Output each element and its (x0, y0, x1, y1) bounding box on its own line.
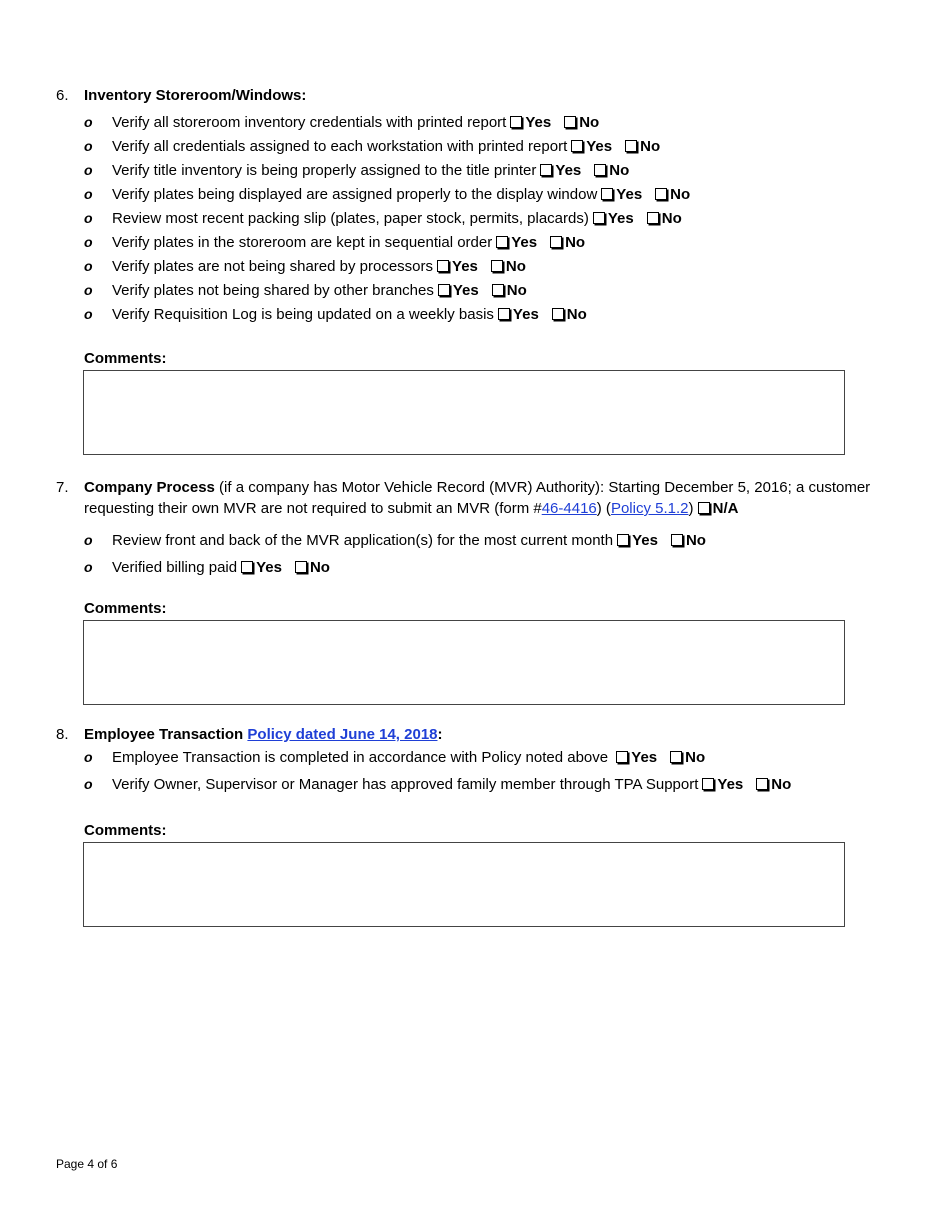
bullet: o (84, 138, 93, 154)
no-checkbox[interactable] (625, 140, 637, 152)
no-checkbox[interactable] (492, 284, 504, 296)
yes-checkbox[interactable] (498, 308, 510, 320)
policy-link[interactable]: Policy dated June 14, 2018 (247, 726, 438, 743)
list-item (84, 184, 690, 205)
page-number: Page 4 of 6 (56, 1157, 118, 1171)
item-text: Employee Transaction is completed in accordance with Policy noted above (112, 749, 613, 766)
no-label: No (771, 776, 792, 793)
yes-label: Yes (555, 162, 582, 179)
yes-label: Yes (607, 210, 634, 227)
yes-label: Yes (616, 186, 643, 203)
comments-textbox[interactable] (83, 620, 845, 705)
no-label: No (609, 162, 630, 179)
section-8-heading (84, 724, 904, 745)
yes-label: Yes (256, 559, 282, 576)
yes-checkbox[interactable] (571, 140, 583, 152)
comments-label: Comments: (84, 600, 167, 617)
list-item (84, 136, 660, 157)
bullet: o (84, 162, 93, 178)
yes-label: Yes (717, 776, 744, 793)
section-7-number: 7. (56, 479, 69, 496)
no-label: No (685, 749, 706, 766)
item-text: Verify plates are not being shared by processors (112, 258, 434, 275)
section-8-number: 8. (56, 726, 69, 743)
list-item (84, 747, 705, 768)
item-text: Verify all storeroom inventory credentials with printed report (112, 114, 507, 131)
list-item (84, 256, 526, 277)
list-item (84, 160, 629, 181)
yes-checkbox[interactable] (437, 260, 449, 272)
section-6-title: Inventory Storeroom/Windows: (84, 87, 307, 104)
no-checkbox[interactable] (295, 561, 307, 573)
comments-label: Comments: (84, 822, 167, 839)
list-item (84, 557, 330, 578)
form-link[interactable]: 46-4416 (541, 500, 597, 517)
yes-label: Yes (525, 114, 552, 131)
no-checkbox[interactable] (670, 751, 682, 763)
yes-label: Yes (511, 234, 538, 251)
no-checkbox[interactable] (550, 236, 562, 248)
no-label: No (640, 138, 661, 155)
comments-textbox[interactable] (83, 370, 845, 455)
item-text: Verified billing paid (112, 559, 238, 576)
list-item (84, 280, 527, 301)
no-checkbox[interactable] (671, 534, 683, 546)
title-end: : (437, 726, 443, 743)
yes-checkbox[interactable] (438, 284, 450, 296)
bullet: o (84, 776, 93, 792)
list-item (84, 774, 791, 795)
item-text: Review front and back of the MVR application(s) for the most current month (112, 532, 614, 549)
item-text: Review most recent packing slip (plates, paper stock, permits, placards) (112, 210, 589, 227)
bullet: o (84, 210, 93, 226)
bullet: o (84, 234, 93, 250)
item-text: Verify Requisition Log is being updated on a weekly basis (112, 306, 494, 323)
no-label: No (670, 186, 691, 203)
section-7-heading (84, 477, 904, 519)
comments-textbox[interactable] (83, 842, 845, 927)
no-label: No (309, 559, 330, 576)
bullet: o (84, 532, 93, 548)
item-text: Verify title inventory is being properly assigned to the title printer (112, 162, 537, 179)
yes-checkbox[interactable] (702, 778, 714, 790)
yes-checkbox[interactable] (593, 212, 605, 224)
list-item (84, 530, 706, 551)
na-checkbox[interactable] (698, 502, 710, 514)
section-7-title: Company Process (84, 479, 215, 496)
bullet: o (84, 282, 93, 298)
comments-label: Comments: (84, 350, 167, 367)
no-checkbox[interactable] (491, 260, 503, 272)
yes-checkbox[interactable] (616, 751, 628, 763)
no-checkbox[interactable] (647, 212, 659, 224)
section-8-title: Employee Transaction (84, 726, 244, 743)
item-text: Verify plates not being shared by other branches (112, 282, 434, 299)
item-text: Verify all credentials assigned to each workstation with printed report (112, 138, 568, 155)
yes-checkbox[interactable] (540, 164, 552, 176)
no-checkbox[interactable] (655, 188, 667, 200)
bullet: o (84, 749, 93, 765)
no-label: No (565, 234, 586, 251)
no-label: No (566, 306, 587, 323)
bullet: o (84, 186, 93, 202)
list-item (84, 232, 585, 253)
no-label: No (661, 210, 682, 227)
yes-label: Yes (452, 282, 479, 299)
yes-label: Yes (512, 306, 539, 323)
na-label: N/A (712, 500, 739, 517)
bullet: o (84, 114, 93, 130)
section-7-intro: (if a company has Motor Vehicle Record (MVR) Authority): Starting December 5, 2016; a customer requesting their own MVR are not required to submit an MVR (form # (84, 479, 871, 517)
yes-label: Yes (632, 532, 658, 549)
no-label: No (579, 114, 600, 131)
no-checkbox[interactable] (552, 308, 564, 320)
bullet: o (84, 559, 93, 575)
policy-link[interactable]: Policy 5.1.2 (610, 500, 689, 517)
item-text: Verify Owner, Supervisor or Manager has approved family member through TPA Support (112, 776, 699, 793)
no-label: No (685, 532, 706, 549)
yes-checkbox[interactable] (496, 236, 508, 248)
no-label: No (506, 282, 527, 299)
list-item (84, 208, 682, 229)
intro-text: ) ( (596, 500, 611, 517)
yes-checkbox[interactable] (241, 561, 253, 573)
item-text: Verify plates being displayed are assigned properly to the display window (112, 186, 598, 203)
yes-checkbox[interactable] (617, 534, 629, 546)
list-item (84, 112, 599, 133)
no-checkbox[interactable] (564, 116, 576, 128)
no-checkbox[interactable] (594, 164, 606, 176)
yes-checkbox[interactable] (601, 188, 613, 200)
list-item (84, 304, 587, 325)
no-checkbox[interactable] (756, 778, 768, 790)
yes-checkbox[interactable] (510, 116, 522, 128)
yes-label: Yes (586, 138, 613, 155)
item-text: Verify plates in the storeroom are kept in sequential order (112, 234, 493, 251)
bullet: o (84, 306, 93, 322)
section-6-number: 6. (56, 87, 69, 104)
yes-label: Yes (452, 258, 478, 275)
no-label: No (505, 258, 526, 275)
bullet: o (84, 258, 93, 274)
intro-text: ) (688, 500, 698, 517)
yes-label: Yes (631, 749, 658, 766)
